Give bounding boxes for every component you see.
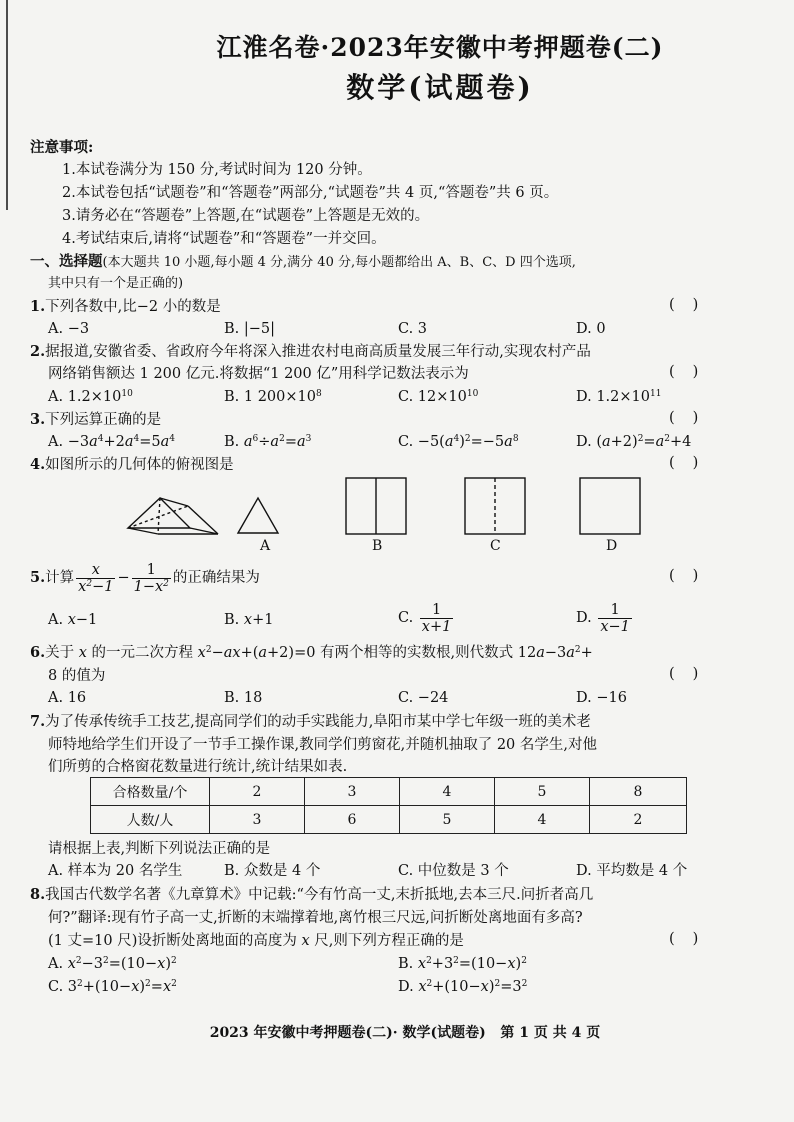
q5-option-c: C. $\frac{1}{x+1}$	[398, 601, 452, 635]
question-7-stem-3: 们所剪的合格窗花数量进行统计,统计结果如表.	[48, 759, 348, 775]
note-item-4: 4.考试结束后,请将“试题卷”和“答题卷”一并交回。	[62, 231, 386, 247]
note-item-3: 3.请务必在“答题卷”上答题,在“试题卷”上答题是无效的。	[62, 208, 430, 224]
question-5-stem: 5.计算 $\frac{x}{x^2-1}$ − $\frac{1}{1-x^2}$ 的正确结果为	[30, 561, 260, 595]
q2-option-b: B. 1 $200\times 10^8$	[224, 389, 322, 405]
q3-option-b: B. $a^6\div a^2=a^3$	[224, 434, 312, 450]
table-cell: 2	[590, 806, 687, 834]
question-7-after: 请根据上表,判断下列说法正确的是	[48, 841, 271, 857]
question-8-stem-3: (1 丈=10 尺)设折断处离地面的高度为 x 尺,则下列方程正确的是	[48, 933, 464, 949]
q3-option-d: D. $(a+2)^2=a^2+4$	[576, 434, 692, 450]
question-6-stem-2: 8 的值为	[48, 668, 106, 684]
table-cell: 5	[495, 778, 590, 806]
option-a-triangle	[238, 498, 278, 533]
question-1-stem	[30, 297, 221, 317]
q3-option-c: C. $-5(a^4)^2=-5a^8$	[398, 434, 519, 450]
question-6-stem-1: 6.关于 x 的一元二次方程 $x^2-ax+(a+2)=0$ 有两个相等的实数根,则代数式 $12a-3a^2+$	[30, 644, 593, 661]
table-header-cell: 人数/人	[91, 806, 210, 834]
q2-option-c: C. $12\times 10^{10}$	[398, 389, 479, 405]
question-5-text-post: 的正确结果为	[172, 570, 260, 586]
figure-label-d: D	[606, 538, 618, 554]
figure-label-b: B	[372, 538, 383, 554]
option-c-rect	[465, 478, 525, 534]
question-5-number: 5.	[30, 569, 46, 586]
question-7-stem-2: 师特地给学生们开设了一节手工操作课,教同学们剪窗花,并随机抽取了 20 名学生,对他	[48, 737, 597, 753]
q6-option-b: B. 18	[224, 690, 263, 706]
q5-fraction-1: $\frac{x}{x^2-1}$	[78, 561, 114, 595]
q8-option-c: C. $3^2+(10-x)^2=x^2$	[48, 979, 177, 995]
section-heading	[30, 252, 576, 273]
q5-option-d: D. $\frac{1}{x-1}$	[576, 601, 630, 635]
answer-paren-6: ()	[669, 666, 717, 682]
q1-option-d: D. 0	[576, 321, 606, 337]
q1-option-c: C. 3	[398, 321, 428, 337]
option-b-rect	[346, 478, 406, 534]
question-2-stem-2: 网络销售额达 1 200 亿元.将数据“1 200 亿”用科学记数法表示为	[48, 366, 469, 382]
question-6-number: 6.	[30, 644, 46, 661]
notes-heading: 注意事项:	[30, 139, 94, 156]
figure-label-a: A	[260, 538, 271, 554]
q7-option-b: B. 众数是 4 个	[224, 863, 321, 879]
table-header-cell: 合格数量/个	[91, 778, 210, 806]
answer-paren-2: ()	[669, 364, 717, 380]
footer-title: 2023 年安徽中考押题卷(二)· 数学(试题卷)	[209, 1025, 486, 1041]
q7-option-c: C. 中位数是 3 个	[398, 863, 509, 879]
question-7-stem-1: 7.为了传承传统手工技艺,提高同学们的动手实践能力,阜阳市某中学七年级一班的美术老	[30, 713, 591, 730]
table-cell: 8	[590, 778, 687, 806]
answer-paren-3: ()	[669, 410, 717, 426]
q2-option-d: D. $1.2\times 10^{11}$	[576, 389, 662, 405]
prism-figure	[128, 498, 218, 534]
question-3-stem	[30, 410, 161, 430]
q6-option-a: A. 16	[48, 690, 87, 706]
option-d-rect	[580, 478, 640, 534]
q8-option-b: B. $x^2+3^2=(10-x)^2$	[398, 956, 527, 972]
table-cell: 4	[400, 778, 495, 806]
question-1-number: 1.	[30, 298, 46, 315]
scan-edge-line	[6, 0, 8, 210]
q7-option-a: A. 样本为 20 名学生	[48, 863, 183, 879]
q3-option-a: A. $-3a^4+2a^4=5a^4$	[48, 434, 175, 450]
question-7-number: 7.	[30, 713, 46, 730]
table-cell: 6	[305, 806, 400, 834]
footer-page-number: 第 1 页 共 4 页	[500, 1025, 601, 1041]
table-cell: 3	[210, 806, 305, 834]
stats-table	[90, 777, 687, 834]
q8-option-a: A. $x^2-3^2=(10-x)^2$	[48, 956, 177, 972]
q5-option-a: A. x−1	[48, 612, 98, 628]
note-item-1: 1.本试卷满分为 150 分,考试时间为 120 分钟。	[62, 162, 372, 178]
section-desc-2: 其中只有一个是正确的)	[48, 276, 184, 291]
q5-option-b: B. x+1	[224, 612, 274, 628]
table-cell: 3	[305, 778, 400, 806]
exam-subtitle: 数学(试题卷)	[346, 71, 534, 104]
q7-option-d: D. 平均数是 4 个	[576, 863, 688, 879]
question-3-number: 3.	[30, 411, 46, 428]
answer-paren-4: ()	[669, 455, 717, 471]
note-item-2: 2.本试卷包括“试题卷”和“答题卷”两部分,“试题卷”共 4 页,“答题卷”共 6 页。	[62, 185, 559, 201]
table-row	[91, 806, 687, 834]
q5-fraction-2: $\frac{1}{1-x^2}$	[133, 561, 169, 595]
question-5-text-pre: 计算	[45, 570, 75, 586]
q8-option-d: D. $x^2+(10-x)^2=3^2$	[398, 979, 528, 995]
question-4-text: 如图所示的几何体的俯视图是	[45, 457, 234, 473]
q6-option-c: C. −24	[398, 690, 449, 706]
question-8-number: 8.	[30, 886, 46, 903]
table-cell: 2	[210, 778, 305, 806]
section-title: 一、选择题	[30, 253, 103, 270]
question-1-text: 下列各数中,比−2 小的数是	[45, 299, 221, 315]
question-2-text-1: 据报道,安徽省委、省政府今年将深入推进农村电商高质量发展三年行动,实现农村产品	[45, 344, 591, 360]
table-cell: 4	[495, 806, 590, 834]
answer-paren-5: ()	[669, 568, 717, 584]
table-row	[91, 778, 687, 806]
question-8-stem-1: 8.我国古代数学名著《九章算术》中记载:“今有竹高一丈,末折抵地,去本三尺.问折者高几	[30, 886, 594, 903]
q2-option-a: A. $1.2\times 10^{10}$	[48, 389, 133, 405]
answer-paren-8: ()	[669, 931, 717, 947]
exam-title: 江淮名卷·2023年安徽中考押题卷(二)	[216, 33, 664, 62]
page-footer	[160, 1022, 650, 1042]
question-2-stem-1	[30, 342, 591, 362]
answer-paren-1: ()	[669, 297, 717, 313]
question-4-figures	[0, 470, 794, 560]
q6-option-d: D. −16	[576, 690, 627, 706]
q1-option-b: B. |−5|	[224, 321, 276, 337]
table-cell: 5	[400, 806, 495, 834]
figure-label-c: C	[490, 538, 501, 554]
section-desc-1: (本大题共 10 小题,每小题 4 分,满分 40 分,每小题都给出 A、B、C、D 四个选项,	[102, 255, 576, 270]
question-2-number: 2.	[30, 343, 46, 360]
question-8-stem-2: 何?”翻译:现有竹子高一丈,折断的末端撑着地,离竹根三尺远,问折断处离地面有多高?	[48, 910, 583, 926]
question-3-text: 下列运算正确的是	[45, 412, 162, 428]
q1-option-a: A. −3	[48, 321, 90, 337]
question-4-number: 4.	[30, 456, 46, 473]
